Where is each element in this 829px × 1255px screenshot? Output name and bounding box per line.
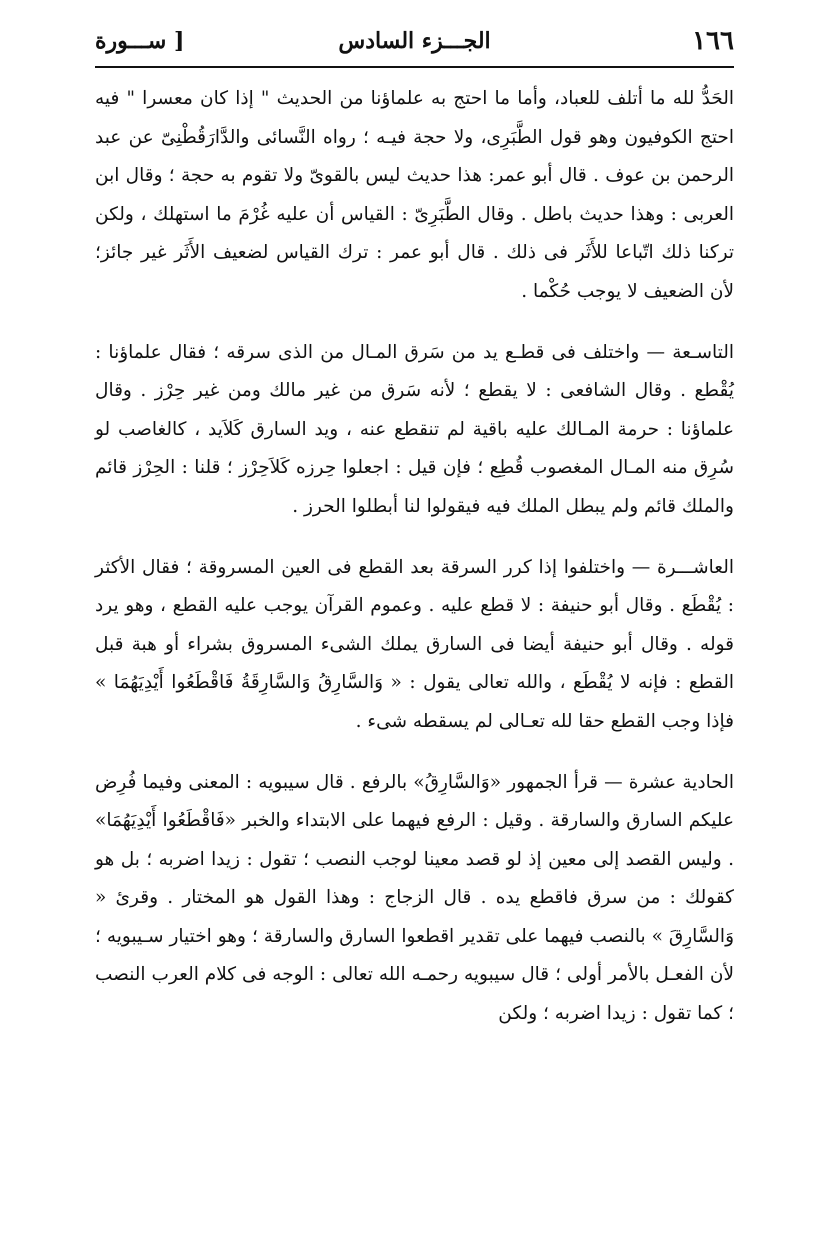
paragraph: الحادية عشرة — قرأ الجمهور «وَالسَّارِقُ» بالرفع . قال سيبويه : المعنى وفيما فُرِض عليكم السارق والسارقة . وقيل : الرفع فيهما على الابتداء والخبر «فَاقْطَعُوا أَيْدِيَهُمَا» . وليس القصد إلى معين إذ لو قصد معينا لوجب النصب ؛ تقول : زيدا اضربه ؛ بل هو كقولك : من سرق فاقطع يده . قال الزجاج : وهذا القول هو المختار . وقرئ « وَالسَّارِقَ » بالنصب فيهما على تقدير اقطعوا السارق والسارقة ؛ وهو اختيار سـيبويه ؛ لأن الفعـل بالأمر أولى ؛ قال سيبويه رحمـه الله تعالى : الوجه فى كلام العرب النصب ؛ كما تقول : زيدا اضربه ؛ ولكن [95, 771, 734, 1025]
page-header [95, 22, 734, 68]
page-number: ١٦٦ [692, 26, 734, 56]
paragraph: الحَدُّ لله ما أتلف للعباد، وأما ما احتج به علماؤنا من الحديث " إذا كان معسرا " فيه احتج الكوفيون وهو قول الطَّبَرِى، ولا حجة فيـه ؛ رواه النَّسائى والدَّارَقُطْنِىّ عن عبد الرحمن بن عوف . قال أبو عمر: هذا حديث ليس بالقوىّ ولا تقوم به حجة ؛ وقال ابن العربى : وهذا حديث باطل . وقال الطَّبَرِىّ : القياس أن عليه غُرْمَ ما استهلك ، ولكن تركنا ذلك اتّباعا للأَثَر فى ذلك . قال أبو عمر : ترك القياس لضعيف الأَثَر غير جائز؛ لأن الضعيف لا يوجب حُكْما . [95, 88, 734, 302]
page-body [95, 80, 734, 1235]
running-title: الجـــزء السادس [338, 28, 491, 54]
surah-label: [ ســـورة [95, 28, 185, 54]
paragraph: العاشـــرة — واختلفوا إذا كرر السرقة بعد القطع فى العين المسروقة ؛ فقال الأكثر : يُقْطَع . وقال أبو حنيفة : لا قطع عليه . وعموم القرآن يوجب عليه القطع ، وهو يرد قوله . وقال أبو حنيفة أيضا فى السارق يملك الشىء المسروق بشراء أو هبة قبل القطع : فإنه لا يُقْطَع ، والله تعالى يقول : « وَالسَّارِقُ وَالسَّارِقَةُ فَاقْطَعُوا أَيْدِيَهُمَا » فإذا وجب القطع حقا لله تعـالى لم يسقطه شىء . [95, 556, 734, 732]
paragraph: التاسـعة — واختلف فى قطـع يد من سَرق المـال من الذى سرقه ؛ فقال علماؤنا : يُقْطع . وقال الشافعى : لا يقطع ؛ لأنه سَرق من غير مالك ومن غير حِرْز . وقال علماؤنا : حرمة المـالك عليه باقية لم تنقطع عنه ، ويد السارق كَلاَيد ، كالغاصب لو سُرِق منه المـال المغصوب قُطِع ؛ فإن قيل : اجعلوا حِرزه كَلاَحِرْز ؛ قلنا : الحِرْز قائم والملك قائم ولم يبطل الملك فيه فيقولوا لنا أبطلوا الحرز . [95, 341, 734, 517]
